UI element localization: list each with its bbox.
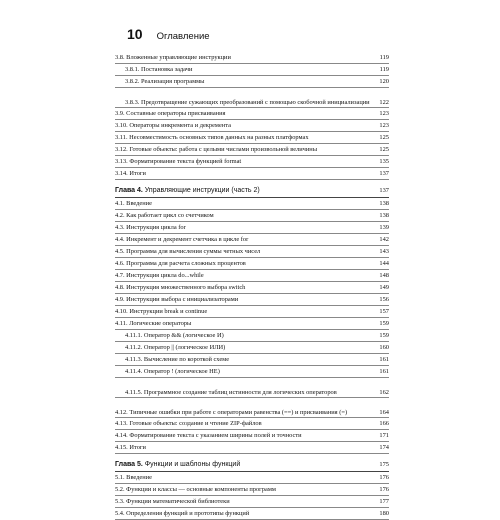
toc-entry <box>115 282 389 294</box>
toc-page-number: 123 <box>379 122 389 129</box>
toc-page-number: 142 <box>379 236 389 243</box>
table-of-contents <box>115 52 389 520</box>
toc-entry <box>115 342 389 354</box>
toc-entry-title: 3.8.2. Реализация программы <box>125 78 205 85</box>
toc-chapter-heading <box>115 458 389 472</box>
toc-page-number: 148 <box>379 272 389 279</box>
toc-entry-title: 4.15. Итоги <box>115 444 146 451</box>
toc-page-number: 175 <box>379 461 389 468</box>
running-title: Оглавление <box>156 31 210 42</box>
toc-page-number: 138 <box>379 200 389 207</box>
toc-entry-title: 4.11.3. Вычисление по короткой схеме <box>125 356 230 363</box>
chapter-title <box>115 184 373 197</box>
toc-entry <box>115 318 389 330</box>
toc-entry-title: 4.10. Инструкции break и continue <box>115 308 208 315</box>
toc-entry-title: 3.11. Несовместимость основных типов данных на разных платформах <box>115 134 309 141</box>
toc-entry <box>115 234 389 246</box>
toc-entry-title: 3.8.3. Предотвращение сужающих преобразований с помощью скобочной инициализации <box>125 98 370 106</box>
toc-entry <box>115 108 389 120</box>
toc-page-number: 176 <box>379 474 389 481</box>
toc-entry <box>115 508 389 520</box>
toc-entry-title: 5.4. Определения функций и прототипы функций <box>115 510 250 517</box>
toc-page-number: 144 <box>379 260 389 267</box>
toc-page-number: 176 <box>379 486 389 493</box>
toc-page-number: 171 <box>379 432 389 439</box>
toc-page-number: 149 <box>379 284 389 291</box>
toc-entry-title: 3.13. Форматирование текста функцией format <box>115 158 242 165</box>
chapter-name: Функции и шаблоны функций <box>142 461 241 468</box>
toc-entry-title: 4.3. Инструкция цикла for <box>115 224 186 231</box>
toc-chapter-heading <box>115 184 389 198</box>
toc-page-number: 157 <box>379 308 389 315</box>
toc-entry-title: 4.14. Форматирование текста с указанием ширины полей и точности <box>115 432 302 439</box>
toc-page-number: 137 <box>379 187 389 194</box>
toc-entry <box>115 198 389 210</box>
toc-entry <box>115 156 389 168</box>
toc-entry-title: 4.11.5. Программное создание таблиц истинности для логических операторов <box>125 388 337 396</box>
toc-entry <box>115 398 389 418</box>
toc-page-number: 159 <box>379 332 389 339</box>
toc-entry <box>115 222 389 234</box>
toc-entry <box>115 472 389 484</box>
chapter-name: Управляющие инструкции (часть 2) <box>142 187 260 194</box>
toc-entry-title: 4.7. Инструкция цикла do...while <box>115 272 204 279</box>
toc-entry-title: 5.1. Введение <box>115 474 152 481</box>
toc-entry <box>115 354 389 366</box>
toc-page-number: 174 <box>379 444 389 451</box>
toc-entry-title: 4.4. Инкремент и декремент счетчика в цикле for <box>115 236 249 243</box>
toc-entry-title: 4.2. Как работает цикл со счетчиком <box>115 212 214 219</box>
toc-entry <box>115 88 389 108</box>
toc-page-number: 135 <box>379 158 389 165</box>
toc-entry <box>115 418 389 430</box>
page-header <box>127 26 210 44</box>
toc-page-number: 119 <box>379 66 389 73</box>
toc-entry <box>115 168 389 180</box>
toc-entry-title: 4.11.1. Оператор && (логическое И) <box>125 332 224 339</box>
toc-entry-title: 4.1. Введение <box>115 200 152 207</box>
toc-page-number: 162 <box>379 388 389 396</box>
toc-entry-title: 4.11. Логические операторы <box>115 320 192 327</box>
toc-entry <box>115 52 389 64</box>
toc-page-number: 159 <box>379 320 389 327</box>
toc-entry-title: 3.8. Вложенные управляющие инструкции <box>115 54 231 61</box>
toc-page-number: 137 <box>379 170 389 177</box>
toc-entry-title: 3.8.1. Постановка задачи <box>125 66 193 73</box>
toc-page-number: 120 <box>379 78 389 85</box>
toc-entry <box>115 484 389 496</box>
toc-entry-title: 3.14. Итоги <box>115 170 146 177</box>
toc-page-number: 177 <box>379 498 389 505</box>
toc-page-number: 166 <box>379 420 389 427</box>
toc-entry <box>115 306 389 318</box>
toc-entry <box>115 330 389 342</box>
chapter-number: Глава 5. <box>115 461 143 468</box>
toc-entry-title: 4.9. Инструкции выбора с инициализаторами <box>115 296 239 303</box>
toc-entry <box>115 378 389 398</box>
toc-page-number: 122 <box>379 98 389 106</box>
toc-entry-title: 4.13. Готовые объекты: создание и чтение ZIP-файлов <box>115 420 262 427</box>
chapter-number: Глава 4. <box>115 187 143 194</box>
toc-page-number: 123 <box>379 110 389 117</box>
toc-entry <box>115 120 389 132</box>
toc-entry-title: 4.6. Программа для расчета сложных процентов <box>115 260 246 267</box>
toc-page-number: 161 <box>379 368 389 375</box>
toc-entry-title: 5.3. Функции математической библиотеки <box>115 498 230 505</box>
toc-page-number: 139 <box>379 224 389 231</box>
toc-entry-title: 5.2. Функции и классы — основные компоненты программ <box>115 486 276 493</box>
toc-entry-title: 3.12. Готовые объекты: работа с целыми числами произвольной величины <box>115 146 318 153</box>
toc-page-number: 119 <box>379 54 389 61</box>
chapter-title <box>115 458 373 471</box>
toc-page-number: 143 <box>379 248 389 255</box>
toc-entry-title: 4.11.2. Оператор || (логическое ИЛИ) <box>125 344 226 351</box>
toc-page-number: 160 <box>379 344 389 351</box>
toc-entry <box>115 442 389 454</box>
toc-page-number: 138 <box>379 212 389 219</box>
toc-entry <box>115 430 389 442</box>
toc-page-number: 125 <box>379 146 389 153</box>
toc-entry <box>115 132 389 144</box>
toc-entry <box>115 210 389 222</box>
toc-page-number: 161 <box>379 356 389 363</box>
toc-entry-title: 4.8. Инструкция множественного выбора switch <box>115 284 246 291</box>
toc-entry <box>115 366 389 378</box>
toc-entry <box>115 64 389 76</box>
toc-entry-title: 4.12. Типичные ошибки при работе с операторами равенства (==) и присваивания (=) <box>115 408 348 416</box>
toc-entry-title: 3.10. Операторы инкремента и декремента <box>115 122 231 129</box>
toc-entry <box>115 246 389 258</box>
toc-entry <box>115 294 389 306</box>
toc-entry-title: 4.11.4. Оператор ! (логическое НЕ) <box>125 368 220 375</box>
toc-entry-title: 3.9. Составные операторы присваивания <box>115 110 226 117</box>
toc-entry <box>115 144 389 156</box>
toc-entry-title: 4.5. Программа для вычисления суммы четных чисел <box>115 248 261 255</box>
toc-entry <box>115 270 389 282</box>
page-number: 10 <box>127 26 143 42</box>
toc-page-number: 164 <box>379 408 389 416</box>
toc-entry <box>115 258 389 270</box>
toc-page-number: 156 <box>379 296 389 303</box>
toc-page-number: 180 <box>379 510 389 517</box>
toc-page-number: 125 <box>379 134 389 141</box>
toc-entry <box>115 496 389 508</box>
toc-entry <box>115 76 389 88</box>
